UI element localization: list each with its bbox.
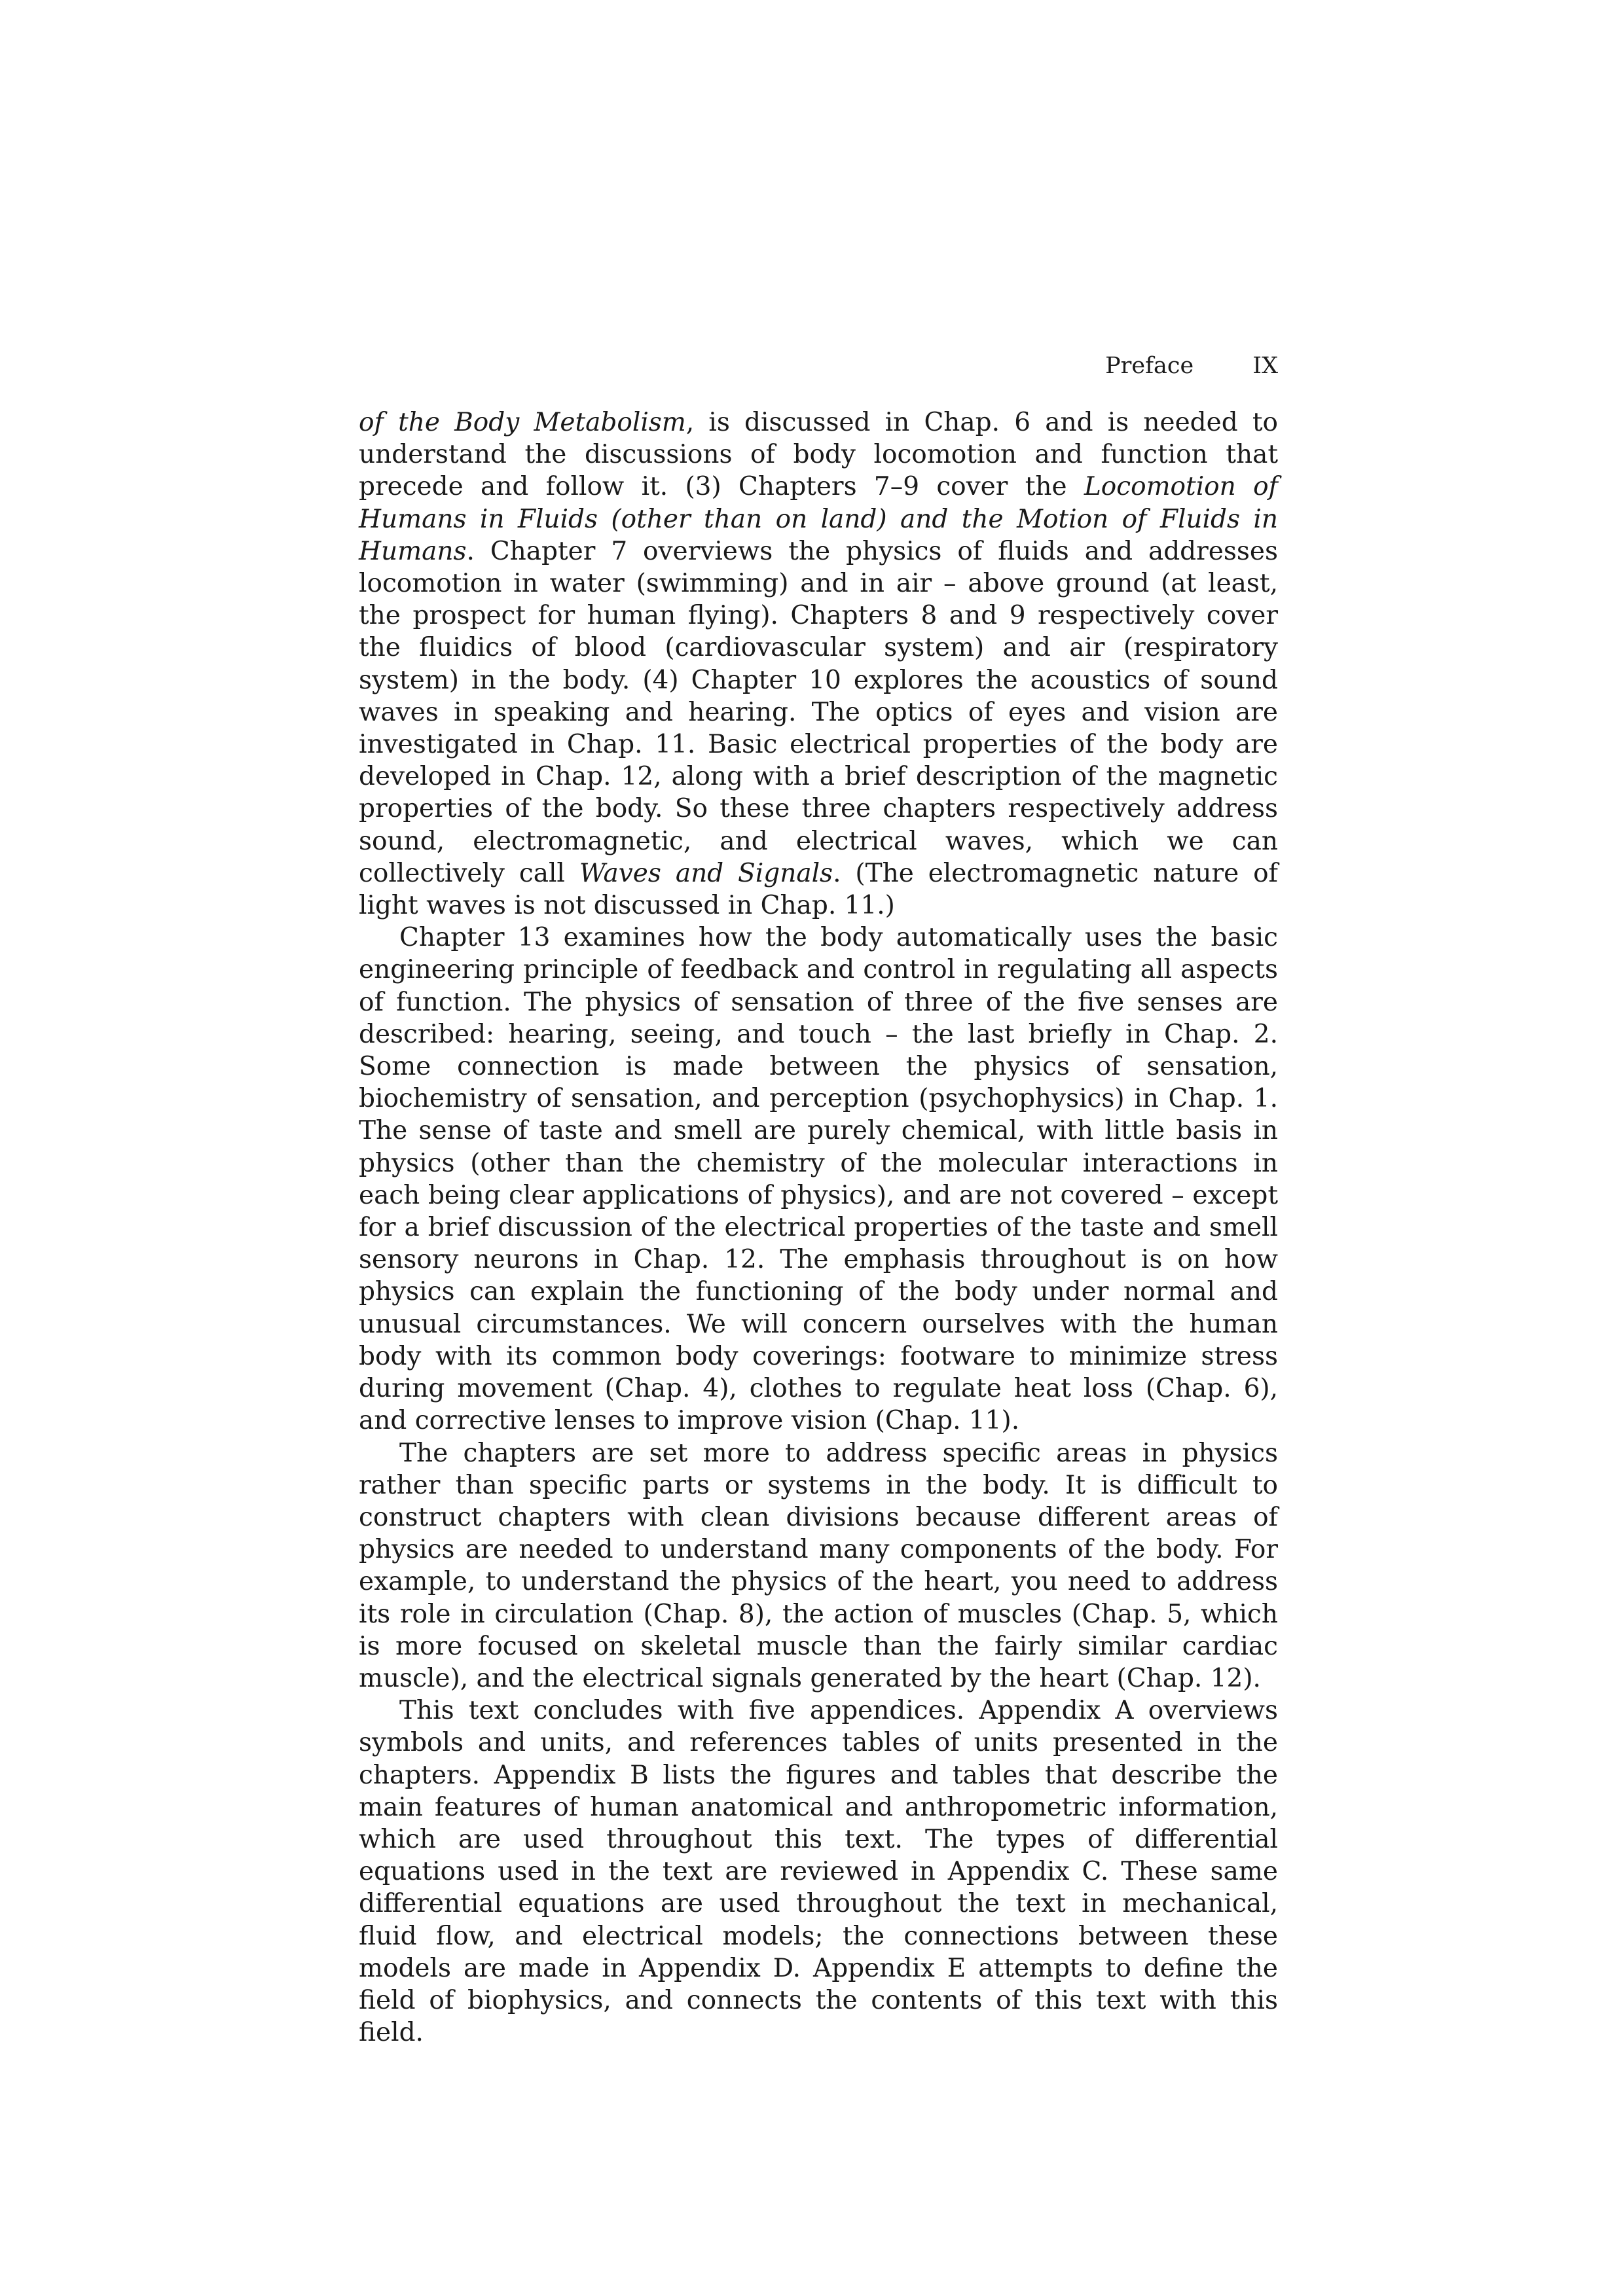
italic-phrase: of the Body Metabolism (359, 408, 686, 437)
paragraph-3: The chapters are set more to address specific areas in physics rather than specific parts or systems in the body. It is difficult to construct chapters with clean divisions because different areas of physics are needed to understand many components of the body. For example, to understand the physics of the heart, you need to address its role in circulation (Chap. 8), the action of muscles (Chap. 5, which is more focused on skeletal muscle than the fairly similar cardiac muscle), and the electrical signals generated by the heart (Chap. 12). (359, 1438, 1278, 1693)
running-head (359, 349, 1278, 383)
italic-phrase: Locomotion of Humans in Fluids (other than on land) and the Motion of Fluids in Humans (359, 472, 1278, 566)
text-run: . Chapter 7 overviews the physics of fluids and addresses locomotion in water (swimming) and in air – above ground (at least, the prospect for human flying). Chapters 8 and 9 respectively cover the fluidics of blood (cardiovascular system) and air (respiratory system) in the body. (4) Chapter 10 explores the acoustics of sound waves in speaking and hearing. The optics of eyes and vision are investigated in Chap. 11. Basic electrical properties of the body are developed in Chap. 12, along with a brief description of the magnetic properties of the body. So these three chapters respectively address sound, electromagnetic, and electrical waves, which we can collectively call (359, 536, 1278, 888)
body-text (359, 406, 1278, 2049)
section-title: Preface (1105, 353, 1194, 379)
paragraph-2: Chapter 13 examines how the body automatically uses the basic engineering principle of feedback and control in regulating all aspects of function. The physics of sensation of three of the five senses are described: hearing, seeing, and touch – the last briefly in Chap. 2. Some connection is made between the physics of sensation, biochemistry of sensation, and perception (psychophysics) in Chap. 1. The sense of taste and smell are purely chemical, with little basis in physics (other than the chemistry of the molecular interactions in each being clear applications of physics), and are not covered – except for a brief discussion of the electrical properties of the taste and smell sensory neurons in Chap. 12. The emphasis throughout is on how physics can explain the functioning of the body under normal and unusual circumstances. We will concern ourselves with the human body with its common body coverings: footware to minimize stress during movement (Chap. 4), clothes to regulate heat loss (Chap. 6), and corrective lenses to improve vision (Chap. 11). (359, 923, 1278, 1436)
paragraph-4: This text concludes with five appendices. Appendix A overviews symbols and units, and references tables of units presented in the chapters. Appendix B lists the figures and tables that describe the main features of human anatomical and anthropometric information, which are used throughout this text. The types of differential equations used in the text are reviewed in Appendix C. These same differential equations are used throughout the text in mechanical, fluid flow, and electrical models; the connections between these models are made in Appendix D. Appendix E attempts to define the field of biophysics, and connects the contents of this text with this field. (359, 1696, 1278, 2048)
text-run: . (The electromagnetic nature of light waves is not discussed in Chap. 11.) (359, 858, 1278, 921)
italic-phrase: Waves and Signals (579, 858, 833, 888)
paragraph-1 (359, 406, 1278, 922)
text-run: , is discussed in Chap. 6 and is needed to understand the discussions of body locomotion and function that precede and follow it. (3) Chapters 7–9 cover the (359, 408, 1278, 502)
page-number: IX (1252, 353, 1278, 379)
